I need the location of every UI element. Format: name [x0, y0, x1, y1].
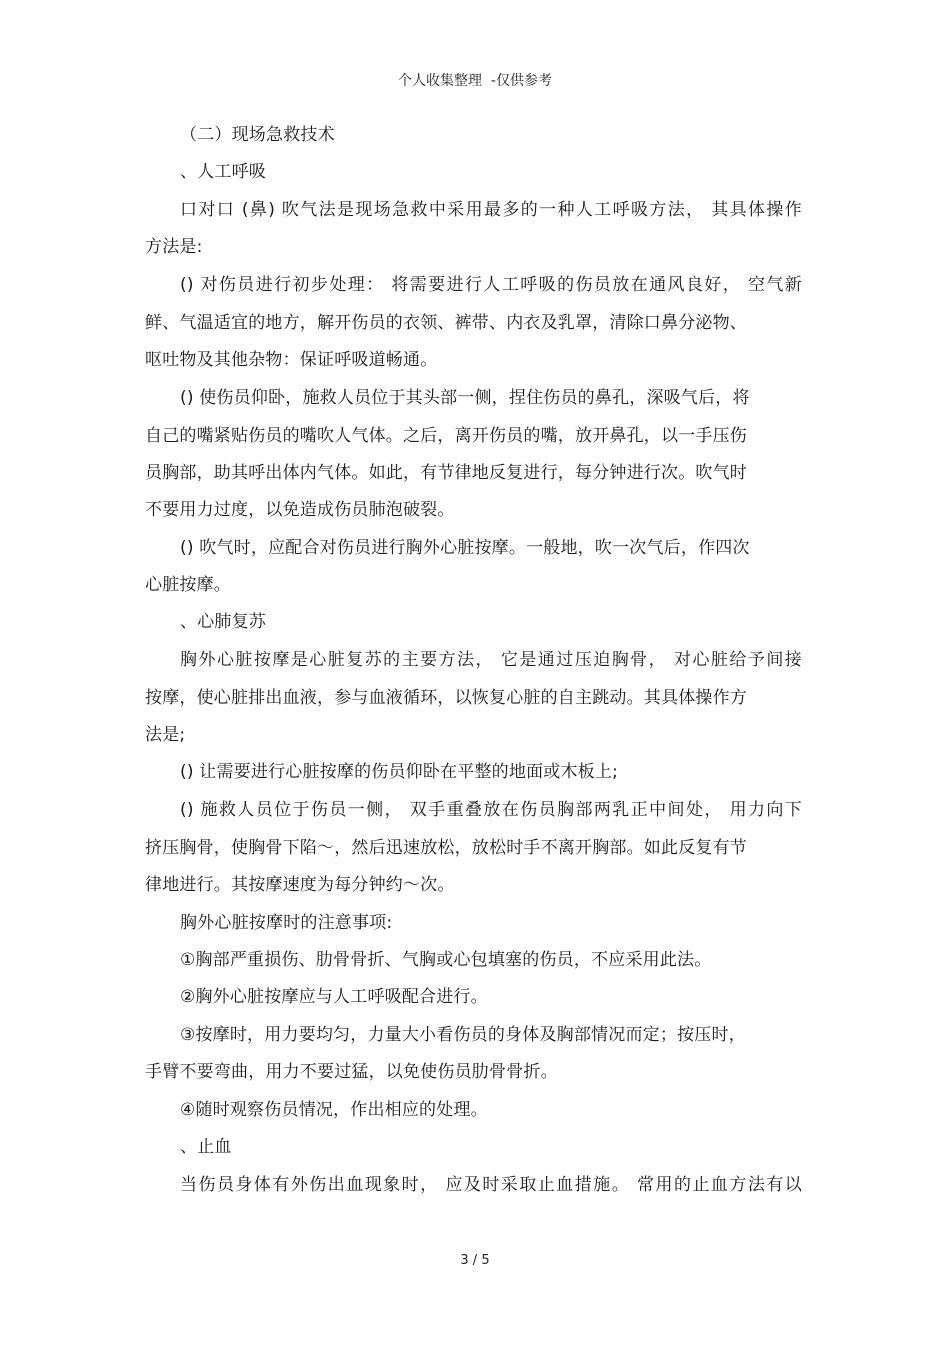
text-line: () 让需要进行心脏按摩的伤员仰卧在平整的地面或木板上;	[180, 762, 618, 782]
text-line: 、人工呼吸	[180, 162, 266, 182]
text-line: 不要用力过度，以免造成伤员肺泡破裂。	[145, 500, 455, 520]
text-line: （二）现场急救技术	[180, 125, 335, 145]
text-line: 按摩，使心脏排出血液，参与血液循环，以恢复心脏的自主跳动。其具体操作方	[145, 688, 747, 708]
text-line: 呕吐物及其他杂物：保证呼吸道畅通。	[145, 350, 438, 370]
text-line: 胸外心脏按摩是心脏复苏的主要方法， 它是通过压迫胸骨， 对心脏给予间接	[180, 650, 802, 670]
text-line: 鲜、气温适宜的地方，解开伤员的衣领、裤带、内衣及乳罩，清除口鼻分泌物、	[145, 313, 747, 333]
text-line: 挤压胸骨，使胸骨下陷～，然后迅速放松，放松时手不离开胸部。如此反复有节	[145, 838, 747, 858]
text-line: 方法是:	[145, 237, 203, 257]
text-line: 自己的嘴紧贴伤员的嘴吹人气体。之后，离开伤员的嘴，放开鼻孔，以一手压伤	[145, 426, 747, 446]
page-header: 个人收集整理 -仅供参考	[398, 73, 552, 89]
text-line: 法是;	[145, 725, 186, 745]
text-line: 当伤员身体有外伤出血现象时， 应及时采取止血措施。 常用的止血方法有以	[180, 1175, 802, 1195]
text-line: 胸外心脏按摩时的注意事项:	[180, 913, 393, 933]
text-line: ②胸外心脏按摩应与人工呼吸配合进行。	[180, 987, 488, 1007]
text-line: ④随时观察伤员情况，作出相应的处理。	[180, 1100, 488, 1120]
text-line: 手臂不要弯曲，用力不要过猛，以免使伤员肋骨骨折。	[145, 1062, 558, 1082]
text-line: () 吹气时，应配合对伤员进行胸外心脏按摩。一般地，吹一次气后，作四次	[180, 538, 750, 558]
text-line: 心脏按摩。	[145, 575, 231, 595]
text-line: () 施救人员位于伤员一侧， 双手重叠放在伤员胸部两乳正中间处， 用力向下	[180, 800, 802, 820]
text-line: 、心肺复苏	[180, 612, 266, 632]
text-line: 员胸部，助其呼出体内气体。如此，有节律地反复进行，每分钟进行次。吹气时	[145, 463, 747, 483]
page-number: 3 / 5	[460, 1253, 490, 1268]
text-line: ③按摩时，用力要均匀，力量大小看伤员的身体及胸部情况而定；按压时，	[180, 1025, 746, 1045]
text-line: ①胸部严重损伤、肋骨骨折、气胸或心包填塞的伤员，不应采用此法。	[180, 950, 712, 970]
text-line: () 使伤员仰卧，施救人员位于其头部一侧，捏住伤员的鼻孔，深吸气后，将	[180, 388, 750, 408]
text-line: 口对口 (鼻) 吹气法是现场急救中采用最多的一种人工呼吸方法， 其具体操作	[180, 200, 802, 220]
text-line: 律地进行。其按摩速度为每分钟约～次。	[145, 875, 455, 895]
text-line: 、止血	[180, 1137, 232, 1157]
text-line: () 对伤员进行初步处理： 将需要进行人工呼吸的伤员放在通风良好， 空气新	[180, 275, 802, 295]
